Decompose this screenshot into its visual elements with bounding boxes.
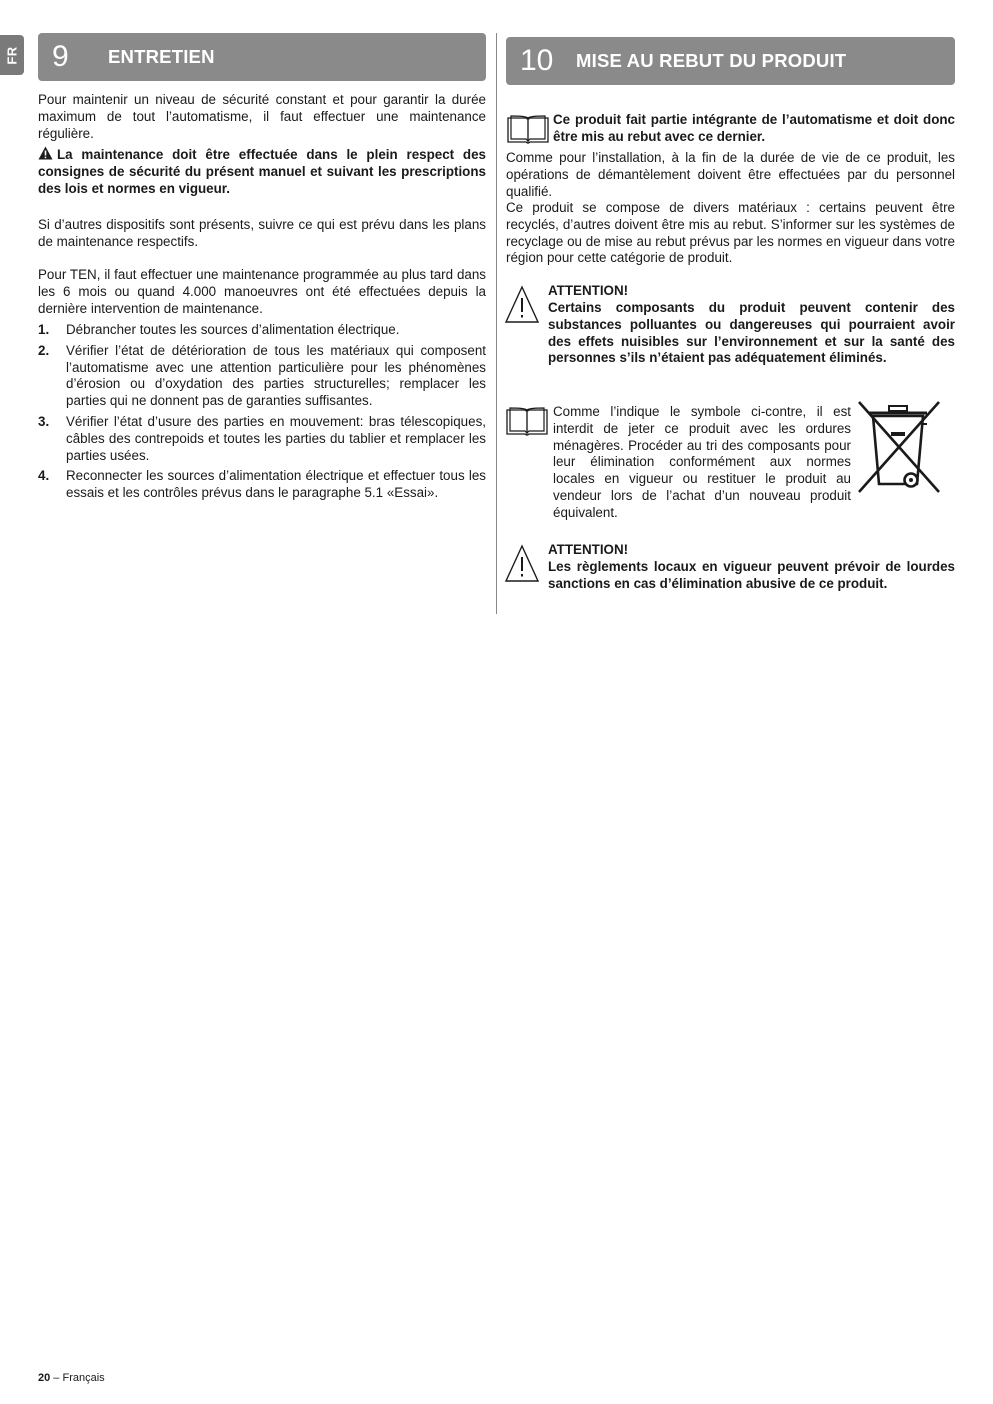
section-10-header: [506, 37, 955, 85]
list-item: 1. Débrancher toutes les sources d’alimentation électrique.: [38, 322, 400, 337]
warning-triangle-icon: [38, 146, 53, 160]
maintenance-steps: [38, 322, 486, 506]
section-title: ENTRETIEN: [108, 46, 215, 67]
column-divider: [496, 33, 497, 614]
footer-language: – Français: [50, 1372, 105, 1384]
section-9-other-devices: Si d’autres dispositifs sont présents, suivre ce qui est prévu dans les plans de maintenance respectifs.: [38, 217, 486, 249]
section-9-warning: [38, 146, 486, 197]
language-tab-label: FR: [4, 45, 20, 65]
warning-text: La maintenance doit être effectuée dans le plein respect des consignes de sécurité du présent manuel et suivant les prescriptions des lois et normes en vigueur.: [38, 147, 486, 196]
list-item: 2. Vérifier l’état de détérioration de tous les matériaux qui composent l’automatisme avec une attention particulière pour les phénomènes d’érosion ou d’oxydation des parties structurelles; remplacer les parties qui ne donnent pas de garanties suffisantes.: [38, 342, 486, 409]
language-tab: [0, 35, 24, 75]
disposal-para-1: Comme pour l’installation, à la fin de la durée de vie de ce produit, les opérations de démantèlement doivent être effectuées par du personnel qualifié.: [506, 150, 955, 199]
page-number: 20: [38, 1372, 51, 1384]
section-9-header: [38, 33, 486, 81]
page-footer: [38, 1372, 105, 1384]
list-item: 4. Reconnecter les sources d’alimentation électrique et effectuer tous les essais et les contrôles prévus dans le paragraphe 5.1 «Essai».: [38, 468, 486, 501]
crossed-out-bin-icon: [855, 398, 943, 494]
section-9-schedule: Pour TEN, il faut effectuer une maintenance programmée au plus tard dans les 6 mois ou quand 4.000 manoeuvres ont été effectuées depuis la dernière intervention de maintenance.: [38, 267, 486, 316]
attention-2-title: ATTENTION!: [548, 542, 629, 557]
attention-2-text: Les règlements locaux en vigueur peuvent prévoir de lourdes sanctions en cas d’élimination abusive de ce produit.: [548, 559, 955, 591]
section-title: MISE AU REBUT DU PRODUIT: [576, 50, 847, 71]
attention-1-title: ATTENTION!: [548, 283, 629, 298]
disposal-note: Ce produit fait partie intégrante de l’automatisme et doit donc être mis au rebut avec ce dernier.: [553, 112, 955, 144]
weee-symbol-text: Comme l’indique le symbole ci-contre, il est interdit de jeter ce produit avec les ordures ménagères. Procéder au tri des composants pour leur élimination conformément aux normes locales en vigueur ou restituer le produit au vendeur lors de l’achat d’un nouveau produit équivalent.: [553, 404, 851, 520]
attention-1-text: Certains composants du produit peuvent contenir des substances polluantes ou dangereuses qui pourraient avoir des effets nuisibles sur l’environnement et sur la santé des personnes s’ils n’étaient pas adéquatement éliminés.: [548, 300, 955, 366]
section-9-intro: Pour maintenir un niveau de sécurité constant et pour garantir la durée maximum de tout l’automatisme, il faut effectuer une maintenance régulière.: [38, 92, 486, 141]
attention-triangle-icon: [504, 285, 540, 325]
section-number: 10: [520, 44, 554, 77]
disposal-para-2: Ce produit se compose de divers matériaux : certains peuvent être recyclés, d’autres doivent être mis au rebut. S’informer sur les systèmes de recyclage ou de mise au rebut prévus par les normes en vigueur dans votre région pour cette catégorie de produit.: [506, 200, 955, 266]
manual-book-icon: [506, 114, 550, 146]
attention-triangle-icon: [504, 544, 540, 584]
section-number: 9: [52, 40, 69, 73]
list-item: 3. Vérifier l’état d’usure des parties en mouvement: bras télescopiques, câbles des contrepoids et toutes les parties du tablier et remplacer les parties usées.: [38, 413, 486, 463]
manual-book-icon: [504, 406, 550, 438]
